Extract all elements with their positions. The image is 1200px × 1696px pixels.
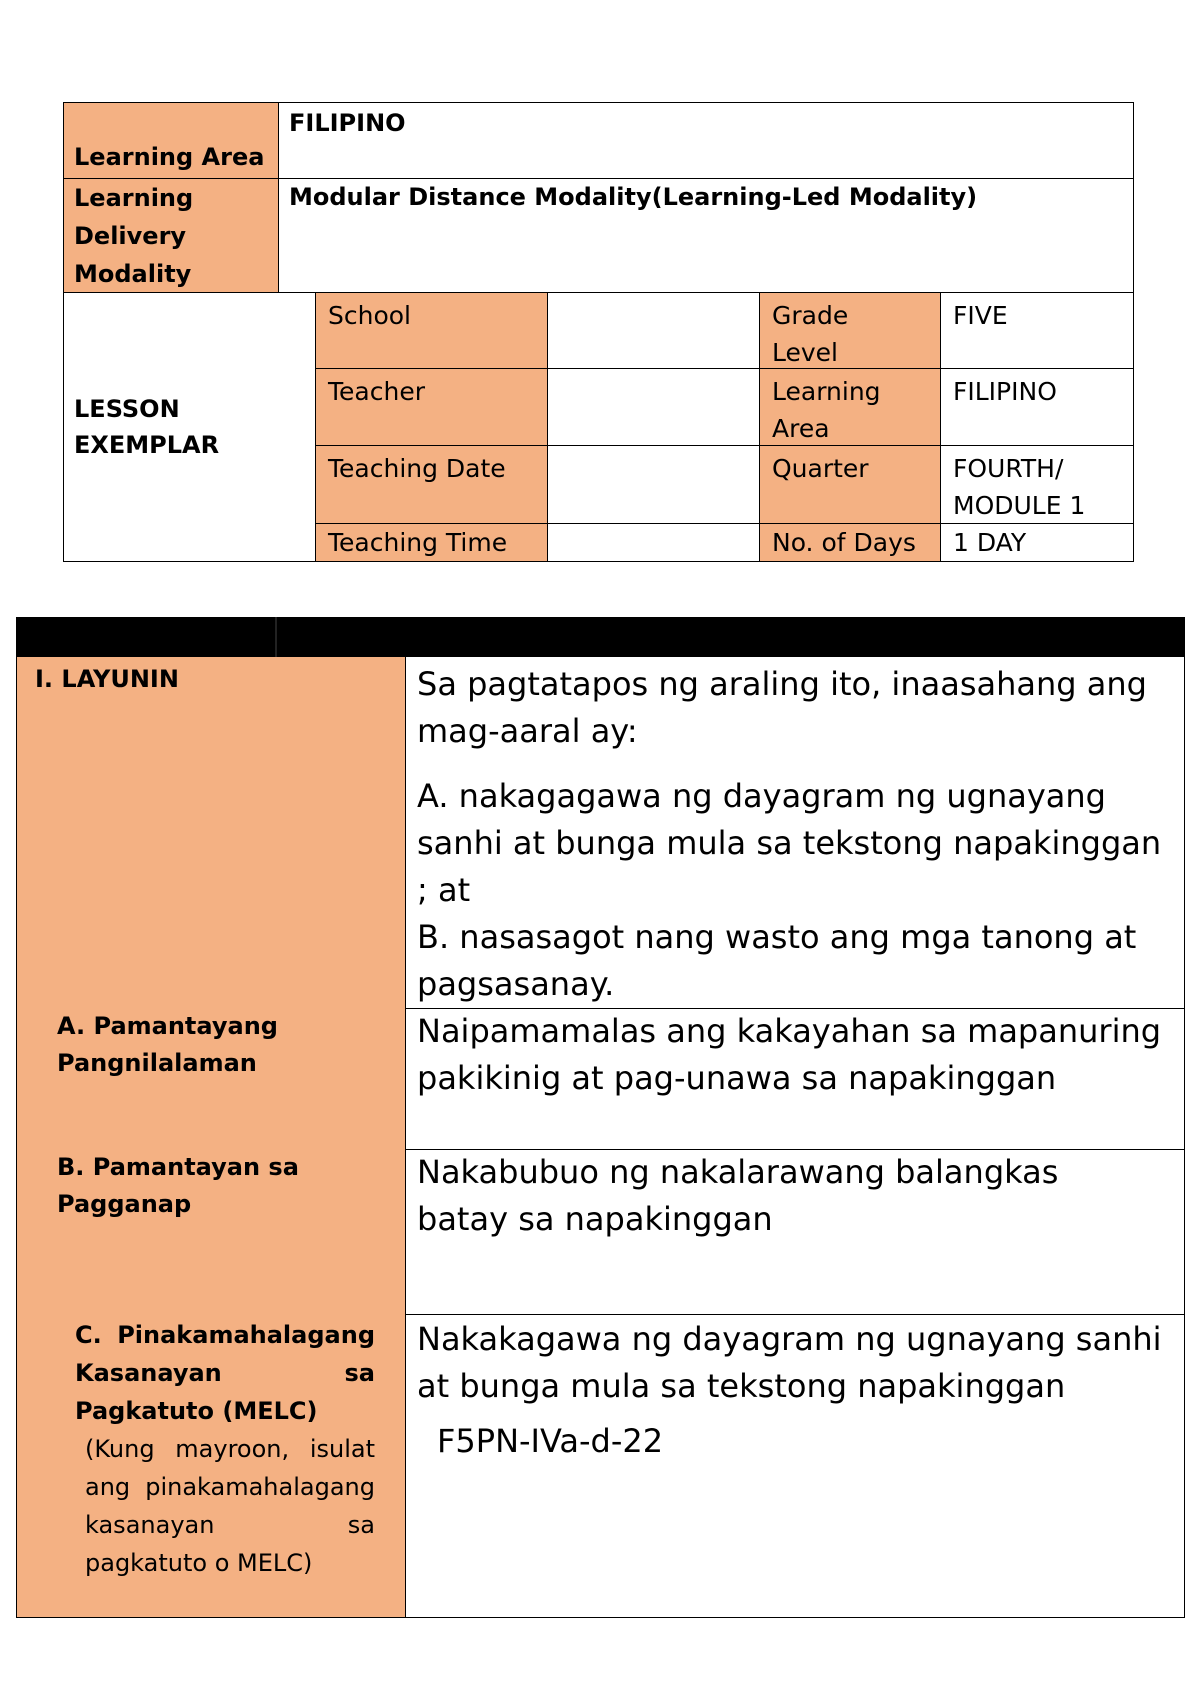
learning-area-value-cell	[278, 102, 1134, 179]
modality-value-cell	[278, 178, 1134, 293]
teaching-date-label: Teaching Date	[328, 454, 506, 483]
pagganap-label-cell	[16, 1149, 406, 1315]
pagganap-value: Nakabubuo ng nakalarawang balangkas batay sa napakinggan	[417, 1153, 1059, 1238]
pamantayang-label: A. Pamantayang Pangnilalaman	[57, 1012, 278, 1077]
learning-area-2-value: FILIPINO	[953, 377, 1057, 406]
melc-label-cell	[16, 1314, 406, 1618]
teaching-date-value-cell	[547, 445, 760, 524]
learning-area-value: FILIPINO	[289, 109, 406, 137]
table-header-bar	[16, 617, 1185, 657]
melc-note: (Kung mayroon, isulat ang pinakamahalagang kasanayan sa pagkatuto o MELC)	[85, 1435, 375, 1577]
objective-a: A. nakagagawa ng dayagram ng ugnayang sanhi at bunga mula sa tekstong napakinggan ; at	[417, 777, 1162, 909]
modality-value: Modular Distance Modality(Learning-Led Modality)	[289, 183, 978, 211]
school-label-cell	[315, 292, 548, 369]
quarter-label: Quarter	[772, 454, 869, 483]
pamantayang-value-cell	[405, 1008, 1185, 1150]
teaching-time-label: Teaching Time	[328, 528, 508, 557]
teaching-time-value-cell	[547, 523, 760, 562]
quarter-label-cell	[759, 445, 941, 524]
learning-area-label: Learning Area	[74, 143, 265, 171]
no-of-days-label: No. of Days	[772, 528, 916, 557]
learning-area-2-label: Learning Area	[772, 377, 881, 443]
quarter-value-cell	[940, 445, 1134, 524]
teaching-time-value	[548, 524, 759, 528]
layunin-label: I. LAYUNIN	[35, 665, 179, 693]
learning-area-2-label-cell	[759, 368, 941, 446]
melc-value-cell	[405, 1314, 1185, 1618]
grade-level-value: FIVE	[953, 301, 1008, 330]
no-of-days-label-cell	[759, 523, 941, 562]
school-value-cell	[547, 292, 760, 369]
modality-label: Learning Delivery Modality	[74, 184, 194, 288]
modality-label-cell	[63, 178, 279, 293]
teaching-date-label-cell	[315, 445, 548, 524]
no-of-days-value: 1 DAY	[953, 528, 1027, 557]
no-of-days-value-cell	[940, 523, 1134, 562]
teacher-value	[548, 369, 759, 377]
objective-b: B. nasasagot nang wasto ang mga tanong at pagsasanay.	[417, 918, 1137, 1003]
pamantayang-value: Naipamamalas ang kakayahan sa mapanuring pakikinig at pag-unawa sa napakinggan	[417, 1012, 1162, 1097]
table-header-divider	[275, 617, 277, 657]
pagganap-label: B. Pamantayan sa Pagganap	[57, 1153, 299, 1218]
teacher-value-cell	[547, 368, 760, 446]
quarter-value: FOURTH/ MODULE 1	[953, 454, 1086, 520]
school-value	[548, 293, 759, 301]
layunin-intro: Sa pagtatapos ng araling ito, inaasahang ang mag-aaral ay:	[417, 665, 1147, 750]
pamantayang-label-cell	[16, 1008, 406, 1150]
teaching-time-label-cell	[315, 523, 548, 562]
lesson-exemplar-label: LESSON EXEMPLAR	[74, 395, 220, 459]
learning-area-label-cell	[63, 102, 279, 179]
teaching-date-value	[548, 446, 759, 454]
grade-level-value-cell	[940, 292, 1134, 369]
layunin-label-cell	[16, 657, 406, 1009]
lesson-exemplar-cell	[63, 292, 316, 562]
melc-label: C. Pinakamahalagang Kasanayan sa Pagkatuto (MELC)	[75, 1321, 375, 1425]
school-label: School	[328, 301, 411, 330]
melc-code: F5PN-IVa-d-22	[437, 1422, 664, 1460]
melc-value: Nakakagawa ng dayagram ng ugnayang sanhi at bunga mula sa tekstong napakinggan	[417, 1320, 1162, 1405]
layunin-value-cell	[405, 657, 1185, 1009]
teacher-label: Teacher	[328, 377, 425, 406]
pagganap-value-cell	[405, 1149, 1185, 1315]
grade-level-label-cell	[759, 292, 941, 369]
teacher-label-cell	[315, 368, 548, 446]
grade-level-label: Grade Level	[772, 301, 849, 367]
learning-area-2-value-cell	[940, 368, 1134, 446]
